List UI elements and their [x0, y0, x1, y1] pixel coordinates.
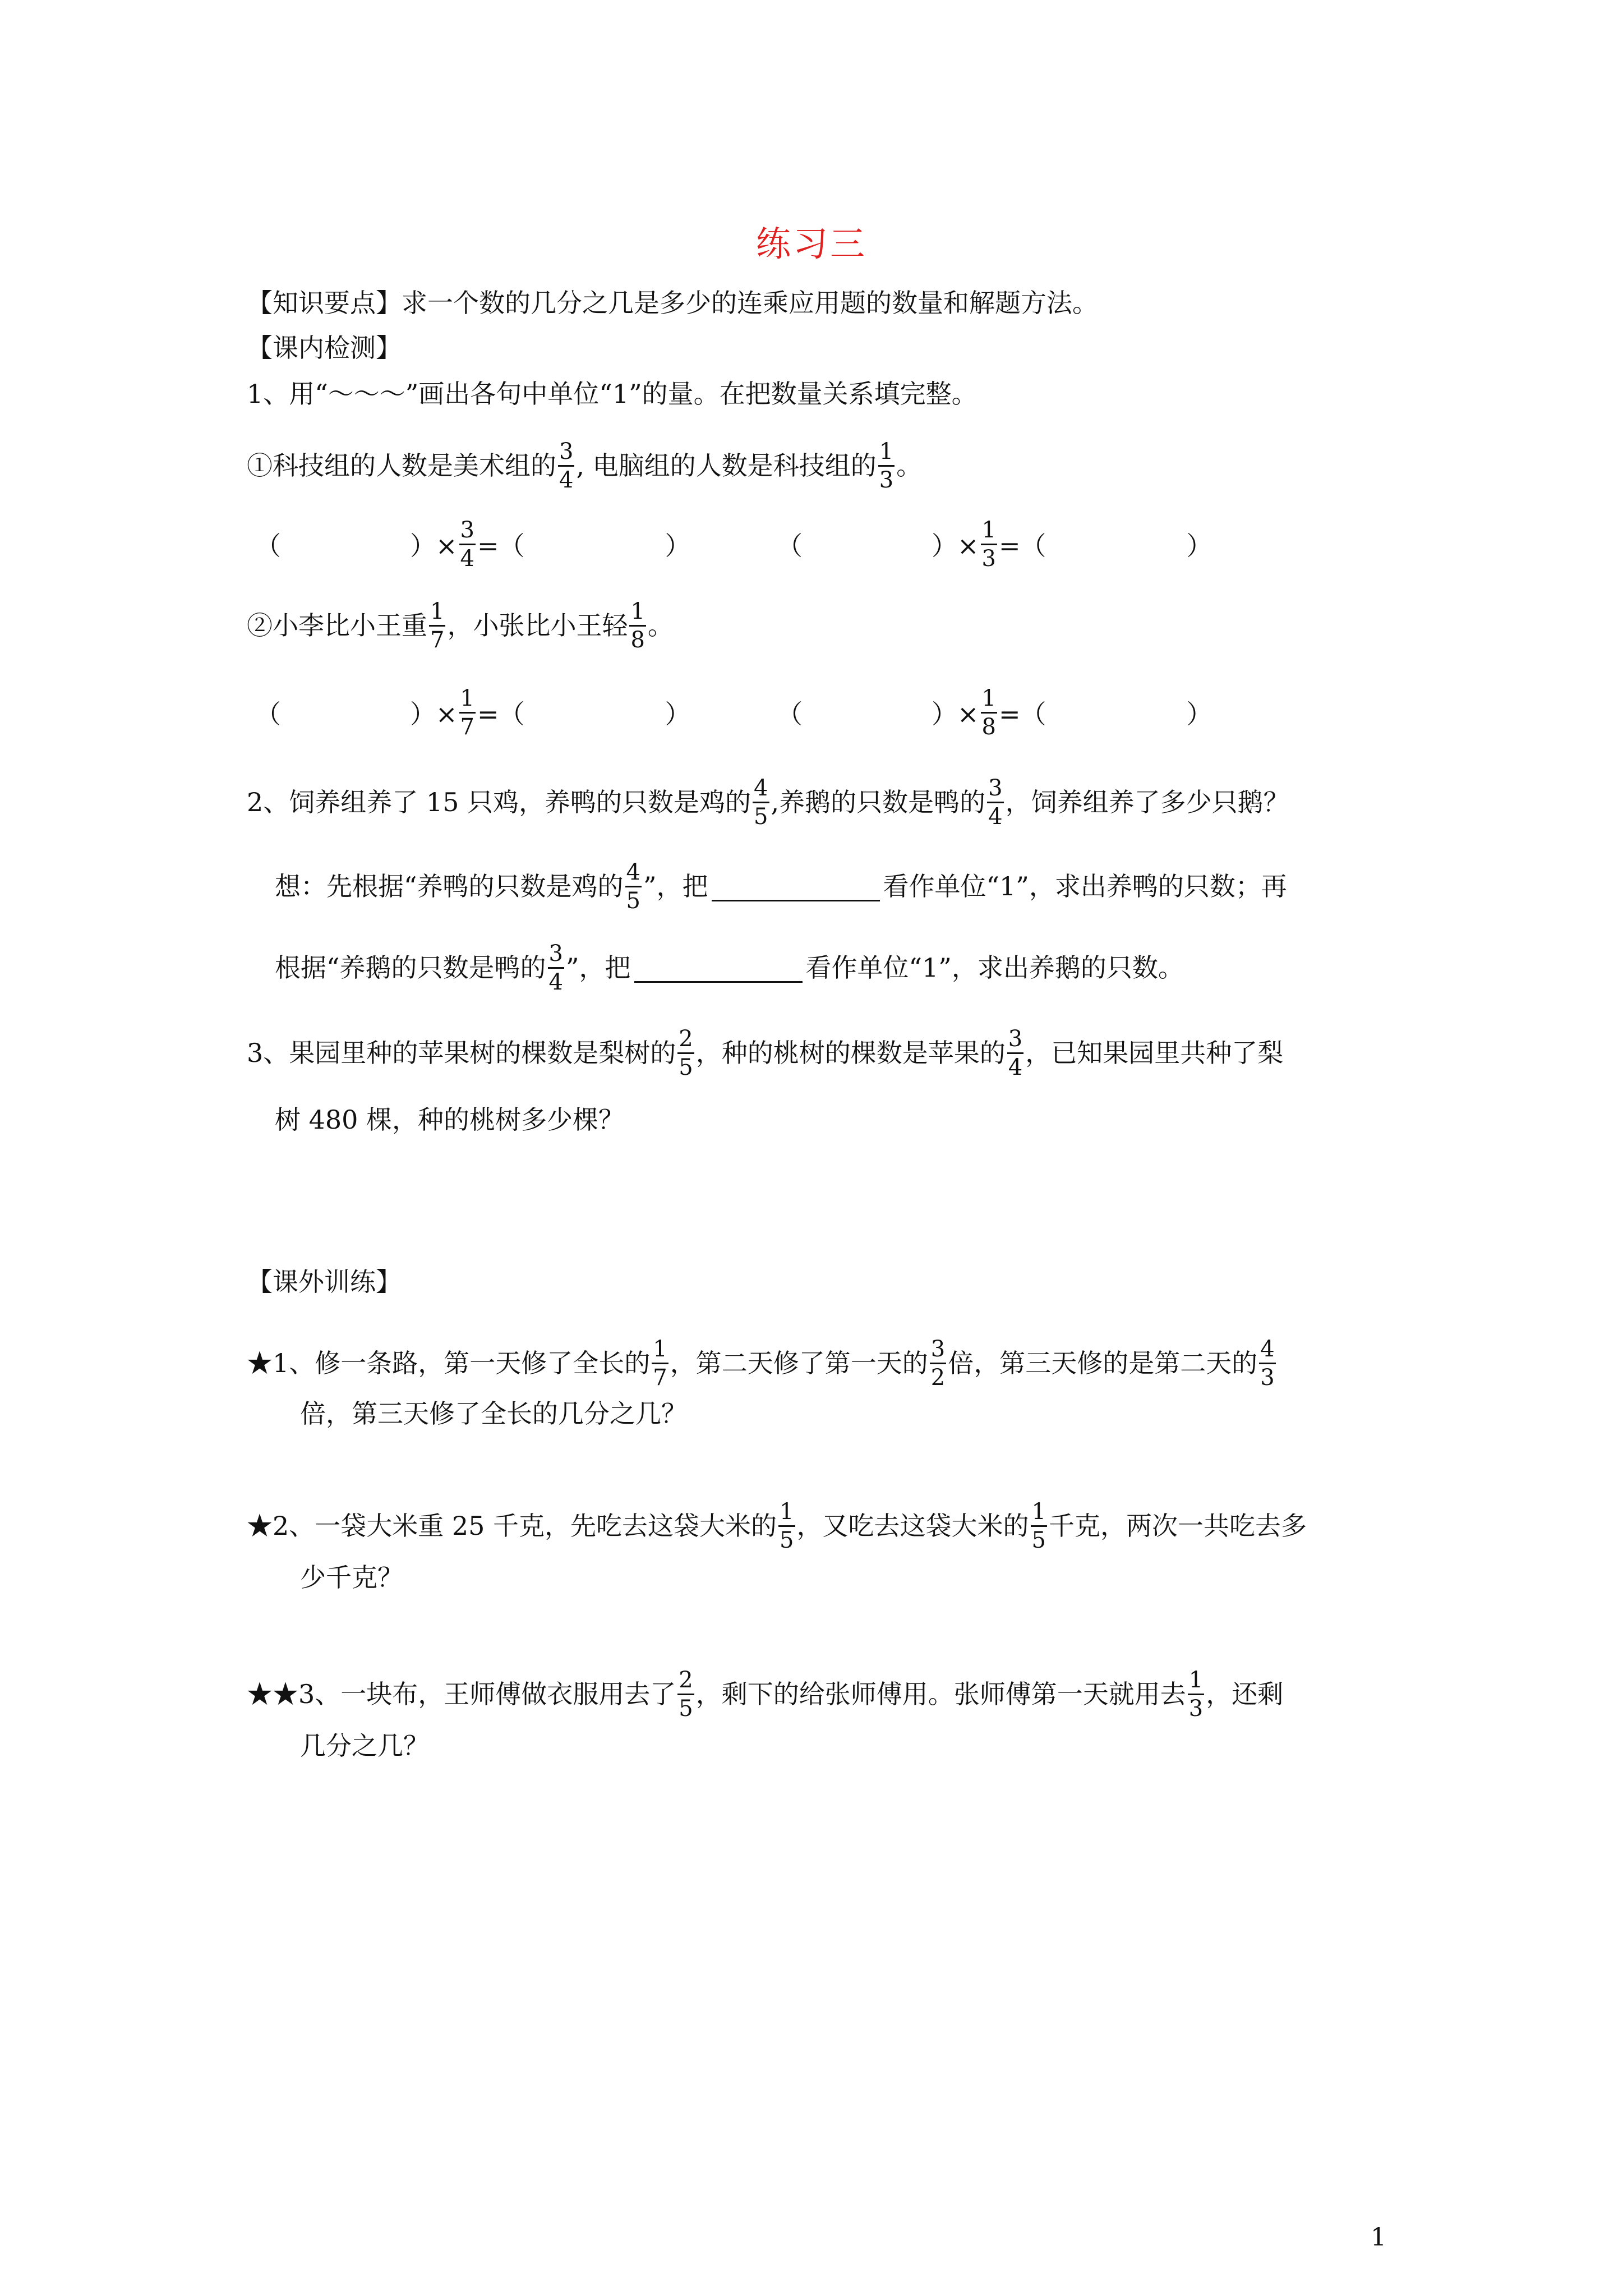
q3-text-b: ，种的桃树的棵数是苹果的	[695, 1038, 1006, 1068]
page-number: 1	[1371, 2223, 1386, 2252]
q1-s2-text-a: ②小李比小王重	[247, 610, 427, 641]
e2-text-a: ★2、一袋大米重 25 千克，先吃去这袋大米的	[247, 1511, 777, 1541]
fraction: $\frac{1}{7}$	[460, 685, 474, 740]
paren-open: （	[777, 699, 803, 729]
q2-think1-text-b: ”，把	[643, 871, 708, 901]
fill-blank[interactable]	[634, 953, 803, 983]
q1-eq1a	[255, 513, 691, 575]
e1-text-b: ，第二天修了第一天的	[670, 1348, 928, 1378]
q2-text-a: 2、饲养组养了 15 只鸡，养鸭的只数是鸡的	[247, 787, 751, 817]
inclass-header: 【课内检测】	[247, 333, 402, 363]
fraction: $\frac{1}{3}$	[879, 438, 894, 493]
paren-open: （	[777, 531, 803, 561]
fraction: $\frac{1}{7}$	[430, 598, 445, 653]
q1-s1-text-c: 。	[896, 450, 923, 481]
fraction: $\frac{1}{5}$	[780, 1498, 794, 1553]
e3-line-2: 几分之几？	[300, 1731, 429, 1761]
paren-close: ）	[1186, 531, 1212, 561]
outclass-header: 【课外训练】	[247, 1267, 402, 1297]
q2-stem	[247, 771, 1289, 833]
times-sign: ）×	[410, 699, 458, 729]
fraction: $\frac{3}{4}$	[460, 517, 474, 572]
page-title: 练习三	[755, 223, 867, 264]
knowledge-line	[247, 286, 1098, 320]
q2-think1-text-a: 想：先根据“养鸭的只数是鸡的	[275, 871, 624, 901]
e3-text-c: ，还剩	[1206, 1679, 1284, 1709]
fraction: $\frac{3}{4}$	[548, 940, 563, 995]
q1-s1-text-a: ①科技组的人数是美术组的	[247, 450, 556, 481]
fraction: $\frac{2}{5}$	[679, 1025, 693, 1080]
q3-text-c: ，已知果园里共种了梨	[1025, 1038, 1284, 1068]
knowledge-label: 【知识要点】	[247, 288, 402, 318]
q1-stem: 1、用“～～～”画出各句中单位“1”的量。在把数量关系填完整。	[247, 379, 978, 409]
q1-s1-text-b: , 电脑组的人数是科技组的	[576, 450, 877, 481]
e2-text-b: ，又吃去这袋大米的	[796, 1511, 1029, 1541]
fraction: $\frac{1}{5}$	[1031, 1498, 1046, 1553]
paren-close: ）	[665, 531, 691, 561]
fraction: $\frac{3}{2}$	[930, 1336, 946, 1391]
q2-text-c: ，饲养组养了多少只鹅？	[1005, 787, 1289, 817]
e1-text-c: 倍，第三天修的是第二天的	[948, 1348, 1258, 1378]
equals-paren: =（	[477, 531, 525, 561]
equals-paren: =（	[999, 699, 1046, 729]
fraction: $\frac{1}{8}$	[981, 685, 996, 740]
e1-line-2: 倍，第三天修了全长的几分之几？	[300, 1398, 687, 1429]
q1-eq2b	[777, 682, 1212, 743]
fill-blank[interactable]	[712, 872, 880, 901]
e2-text-c: 千克，两次一共吃去多	[1048, 1511, 1307, 1541]
paren-open: （	[255, 699, 281, 729]
fraction: $\frac{3}{4}$	[559, 438, 574, 493]
e3-text-a: ★★3、一块布，王师傅做衣服用去了	[247, 1679, 676, 1709]
q2-think2-text-a: 根据“养鹅的只数是鸭的	[275, 953, 546, 983]
times-sign: ）×	[932, 531, 979, 561]
fraction: $\frac{1}{7}$	[653, 1336, 667, 1391]
paren-open: （	[255, 531, 281, 561]
fraction: $\frac{4}{5}$	[754, 775, 768, 830]
knowledge-text: 求一个数的几分之几是多少的连乘应用题的数量和解题方法。	[402, 288, 1098, 318]
q2-text-b: ,养鹅的只数是鸭的	[771, 787, 986, 817]
fraction: $\frac{4}{5}$	[626, 859, 640, 914]
paren-close: ）	[1186, 699, 1212, 729]
q2-think2-text-b: ”，把	[565, 953, 631, 983]
q3-text-a: 3、果园里种的苹果树的棵数是梨树的	[247, 1038, 676, 1068]
paren-close: ）	[665, 699, 691, 729]
q3-stem	[247, 1022, 1283, 1084]
times-sign: ）×	[410, 531, 458, 561]
q3-line-2: 树 480 棵，种的桃树多少棵？	[275, 1105, 625, 1135]
e1-stem	[247, 1332, 1278, 1394]
q1-eq2a	[255, 682, 691, 743]
fraction: $\frac{3}{4}$	[988, 775, 1003, 830]
q2-think-2	[275, 937, 1184, 999]
e3-text-b: ，剩下的给张师傅用。张师傅第一天就用去	[695, 1679, 1186, 1709]
q1-s2-text-c: 。	[647, 610, 674, 641]
q1-eq1b	[777, 513, 1212, 575]
fraction: $\frac{1}{3}$	[1188, 1667, 1204, 1722]
q2-think2-text-c: 看作单位“1”，求出养鹅的只数。	[805, 953, 1184, 983]
q2-think1-text-c: 看作单位“1”，求出养鸭的只数；再	[883, 871, 1287, 901]
fraction: $\frac{2}{5}$	[679, 1667, 693, 1722]
e3-stem	[247, 1663, 1283, 1725]
times-sign: ）×	[932, 699, 979, 729]
e1-text-a: ★1、修一条路，第一天修了全长的	[247, 1348, 651, 1378]
e2-stem	[247, 1495, 1307, 1557]
fraction: $\frac{4}{3}$	[1260, 1336, 1275, 1391]
q1-s2-text-b: ，小张比小王轻	[447, 610, 628, 641]
e2-line-2: 少千克？	[300, 1562, 403, 1593]
fraction: $\frac{1}{3}$	[981, 517, 996, 572]
q2-think-1	[275, 855, 1287, 917]
q1-sentence-2	[247, 595, 674, 656]
equals-paren: =（	[999, 531, 1046, 561]
fraction: $\frac{3}{4}$	[1008, 1025, 1023, 1080]
fraction: $\frac{1}{8}$	[630, 598, 645, 653]
equals-paren: =（	[477, 699, 525, 729]
q1-sentence-1	[247, 435, 922, 496]
